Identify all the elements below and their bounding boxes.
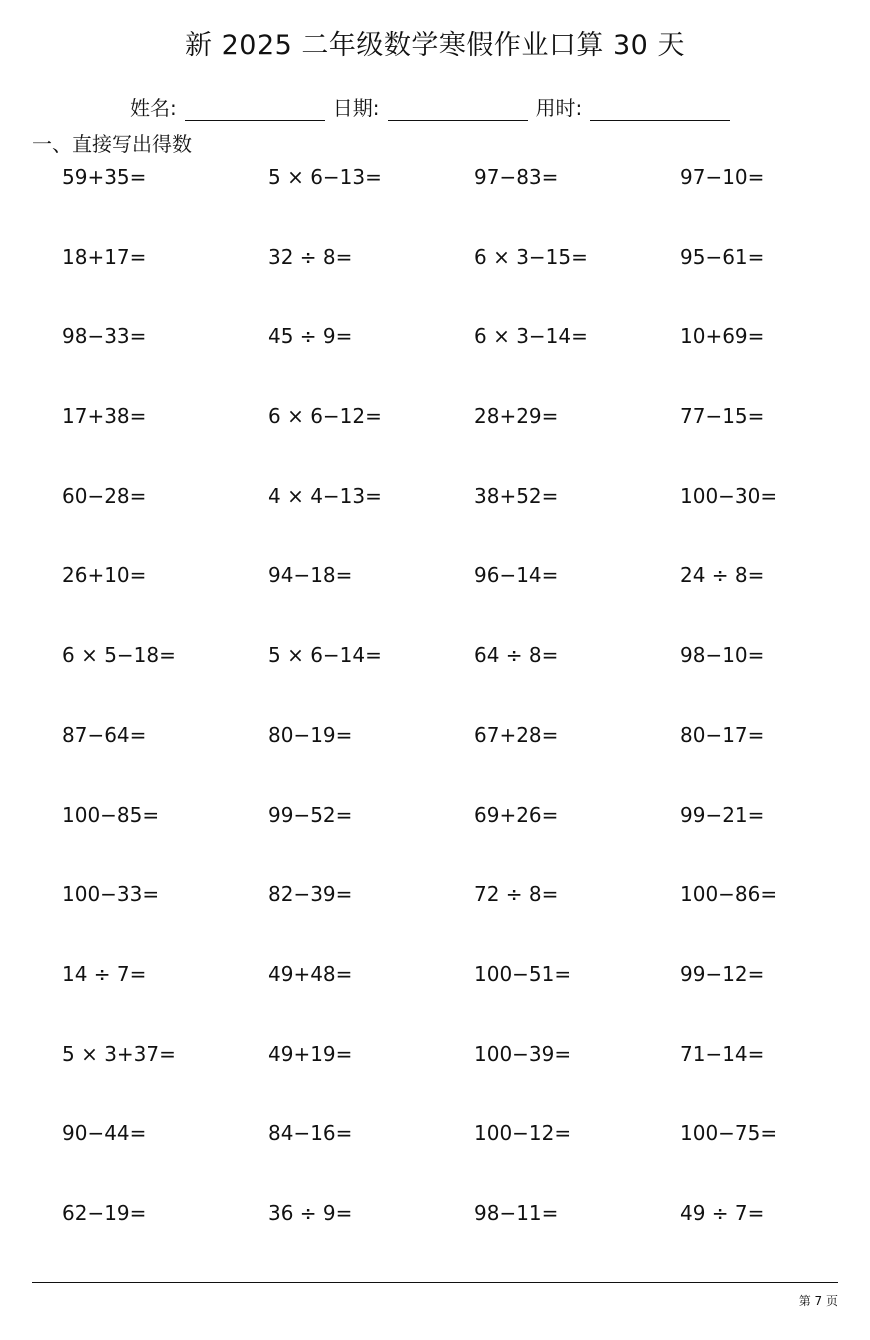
page-title: 新 2025 二年级数学寒假作业口算 30 天	[185, 30, 685, 61]
problem-item: 87−64=	[62, 722, 147, 747]
problem-item: 49+48=	[268, 961, 353, 986]
problem-row	[62, 1120, 870, 1200]
problem-item: 71−14=	[680, 1041, 765, 1066]
problem-item: 100−12=	[474, 1121, 572, 1146]
problem-item: 100−39=	[474, 1041, 572, 1066]
name-label: 姓名:	[130, 96, 177, 120]
problem-item: 5 × 6−14=	[268, 643, 382, 668]
problem-item: 5 × 3+37=	[62, 1041, 176, 1066]
problem-item: 99−12=	[680, 961, 765, 986]
problem-item: 60−28=	[62, 483, 147, 508]
problem-row	[62, 802, 870, 882]
problem-item: 98−10=	[680, 643, 765, 668]
problem-row	[62, 961, 870, 1041]
problem-item: 100−30=	[680, 483, 778, 508]
problem-item: 77−15=	[680, 404, 765, 429]
problem-item: 95−61=	[680, 244, 765, 269]
problem-row	[62, 244, 870, 324]
problem-row	[62, 323, 870, 403]
date-field-group	[333, 95, 528, 121]
problem-row	[62, 403, 870, 483]
section-heading: 一、直接写出得数	[32, 132, 192, 156]
problem-item: 18+17=	[62, 244, 147, 269]
problem-item: 6 × 6−12=	[268, 404, 382, 429]
date-label: 日期:	[332, 96, 380, 120]
footer-divider	[32, 1282, 838, 1283]
problem-item: 38+52=	[474, 483, 559, 508]
problem-item: 100−85=	[62, 802, 160, 827]
problem-row	[62, 642, 870, 722]
problem-row	[62, 562, 870, 642]
time-label: 用时:	[535, 96, 583, 120]
problem-item: 80−19=	[268, 722, 353, 747]
problem-item: 69+26=	[474, 802, 559, 827]
problem-row	[62, 722, 870, 802]
problem-row	[62, 1041, 870, 1121]
problem-item: 98−33=	[62, 324, 147, 349]
problem-item: 100−75=	[680, 1121, 778, 1146]
date-blank-line	[388, 100, 528, 121]
problem-item: 100−33=	[62, 882, 160, 907]
problem-item: 97−10=	[680, 165, 765, 189]
problem-item: 28+29=	[474, 404, 559, 429]
problem-item: 99−52=	[268, 802, 353, 827]
problem-item: 59+35=	[62, 165, 147, 189]
problem-item: 99−21=	[680, 802, 765, 827]
problem-item: 45 ÷ 9=	[268, 324, 353, 349]
problem-item: 17+38=	[62, 404, 147, 429]
problem-item: 100−51=	[474, 961, 572, 986]
problem-item: 98−11=	[474, 1200, 559, 1225]
problem-item: 94−18=	[268, 563, 353, 588]
name-blank-line	[185, 100, 325, 121]
problem-item: 82−39=	[268, 882, 353, 907]
time-field-group	[536, 95, 731, 121]
problem-row	[62, 1200, 870, 1280]
problem-row	[62, 164, 870, 244]
problem-item: 6 × 5−18=	[62, 643, 176, 668]
problem-row	[62, 881, 870, 961]
problem-item: 90−44=	[62, 1121, 147, 1146]
problem-item: 67+28=	[474, 722, 559, 747]
problem-item: 5 × 6−13=	[268, 165, 382, 189]
problem-item: 14 ÷ 7=	[62, 961, 147, 986]
problem-item: 10+69=	[680, 324, 765, 349]
problem-grid	[62, 164, 870, 1280]
problem-item: 72 ÷ 8=	[474, 882, 559, 907]
problem-item: 26+10=	[62, 563, 147, 588]
problem-item: 4 × 4−13=	[268, 483, 382, 508]
problem-item: 6 × 3−14=	[474, 324, 588, 349]
problem-item: 24 ÷ 8=	[680, 563, 765, 588]
problem-item: 97−83=	[474, 165, 559, 189]
problem-item: 100−86=	[680, 882, 778, 907]
problem-item: 96−14=	[474, 563, 559, 588]
problem-item: 80−17=	[680, 722, 765, 747]
problem-item: 62−19=	[62, 1200, 147, 1225]
problem-item: 49+19=	[268, 1041, 353, 1066]
student-info-row	[130, 95, 738, 121]
problem-item: 32 ÷ 8=	[268, 244, 353, 269]
problem-item: 49 ÷ 7=	[680, 1200, 765, 1225]
problem-item: 84−16=	[268, 1121, 353, 1146]
problem-item: 64 ÷ 8=	[474, 643, 559, 668]
problem-item: 36 ÷ 9=	[268, 1200, 353, 1225]
problem-item: 6 × 3−15=	[474, 244, 588, 269]
time-blank-line	[590, 100, 730, 121]
name-field-group	[130, 95, 325, 121]
problem-row	[62, 483, 870, 563]
page-number: 第 7 页	[798, 1294, 838, 1308]
